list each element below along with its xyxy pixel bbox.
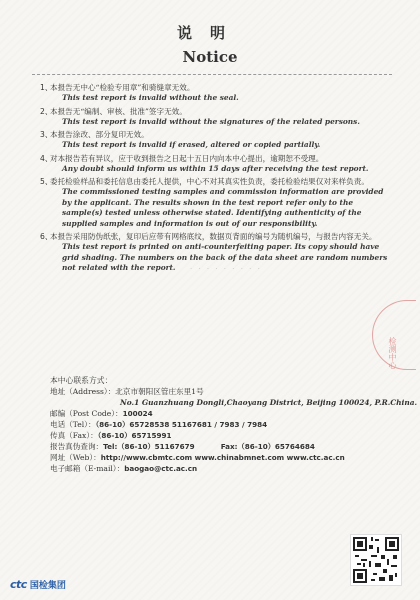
notice-number: 4、 <box>40 153 53 163</box>
web-row <box>50 452 400 463</box>
notice-number: 6、 <box>40 232 53 241</box>
notice-item <box>40 82 390 104</box>
notice-text-en: This test report is printed on anti-counterfeiting paper. Its copy should have grid shading. The numbers on the back of the data sheet are random numbers not related with the report. <box>62 242 388 272</box>
notice-item <box>40 129 390 151</box>
email-value[interactable]: baogao@ctc.ac.cn <box>124 464 198 473</box>
web-value[interactable]: http://www.cbmtc.com www.chinabmnet.com www.ctc.ac.cn <box>100 453 345 462</box>
qr-code <box>350 534 402 586</box>
fax-label: 传真（Fax）： <box>50 431 98 440</box>
query-tel: Tel:（86-10）51167679 <box>103 442 195 451</box>
watermark-text: · · · · · · · · · <box>190 265 262 273</box>
notice-text-en: This test report is invalid if erased, altered or copied partially. <box>62 140 321 149</box>
address-row <box>50 386 400 397</box>
notice-text-en: This test report is invalid without the signatures of the related persons. <box>62 116 360 126</box>
notice-title-en: Notice <box>182 48 238 66</box>
notice-text-cn: 对本报告若有异议，应于收到报告之日起十五日内向本中心提出，逾期恕不受理。 <box>50 153 324 163</box>
notice-item <box>40 176 390 229</box>
fax-value: （86-10）65715991 <box>97 431 172 440</box>
notice-text-cn: 本报告无“编制、审核、批准”签字无效。 <box>50 106 187 116</box>
seam-stamp: 检测中心 <box>372 300 416 370</box>
fax-row <box>50 430 400 441</box>
email-label: 电子邮箱（E-mail）： <box>50 464 125 473</box>
notice-number: 5、 <box>40 177 53 186</box>
title-divider <box>32 74 392 75</box>
notice-list <box>40 82 390 276</box>
notice-text-en: This test report is invalid without the seal. <box>62 93 239 102</box>
query-fax: Fax:（86-10）65764684 <box>220 442 315 451</box>
address-en: No.1 Guanzhuang Dongli,Chaoyang District, Beijing 100024, P.R.China. <box>120 398 418 407</box>
tel-row <box>50 419 400 430</box>
notice-number: 3、 <box>40 130 53 139</box>
notice-number: 2、 <box>40 106 53 116</box>
notice-number: 1、 <box>40 83 53 92</box>
contact-block <box>50 375 418 474</box>
notice-text-en: The commissioned testing samples and commission information are provided by the applicant. The results shown in the test report refer only to the sample(s) tested unless otherwise stated. Identifying authenticity of the supplied samples and information is out of our responsibility. <box>62 187 384 228</box>
query-label: 报告真伪查询： <box>50 442 104 451</box>
logo-mark: ctc <box>10 578 27 591</box>
contact-heading: 本中心联系方式： <box>50 376 113 385</box>
postcode-value: 100024 <box>122 409 153 418</box>
notice-text-cn: 委托检验样品和委托信息由委托人提供，中心不对其真实性负责，委托检验结果仅对来样负责。 <box>50 177 369 186</box>
notice-title-cn: 说明 <box>176 24 243 42</box>
postcode-label: 邮编（Post Code）： <box>50 409 123 418</box>
ctc-logo <box>10 578 66 591</box>
notice-item <box>40 153 390 175</box>
web-label: 网址（Web）： <box>50 453 101 462</box>
notice-text-cn: 本报告采用防伪纸张，复印后应带有网格底纹，数据页背面的编号为随机编号，与报告内容无关。 <box>50 232 377 241</box>
query-row <box>50 441 400 452</box>
email-row <box>50 463 400 474</box>
logo-name: 国检集团 <box>29 581 66 591</box>
postcode-row <box>50 408 400 419</box>
address-cn: 北京市朝阳区管庄东里1号 <box>115 387 204 396</box>
notice-text-cn: 本报告涂改、部分复印无效。 <box>50 130 149 139</box>
notice-item <box>40 106 390 128</box>
notice-text-cn: 本报告无中心“检验专用章”和骑缝章无效。 <box>50 83 195 92</box>
tel-label: 电话（Tel）： <box>50 420 96 429</box>
address-label: 地址（Address）： <box>50 387 116 396</box>
notice-text-en: Any doubt should inform us within 15 days after receiving the test report. <box>62 163 369 173</box>
tel-value: （86-10）65728538 51167681 / 7983 / 7984 <box>95 420 268 429</box>
